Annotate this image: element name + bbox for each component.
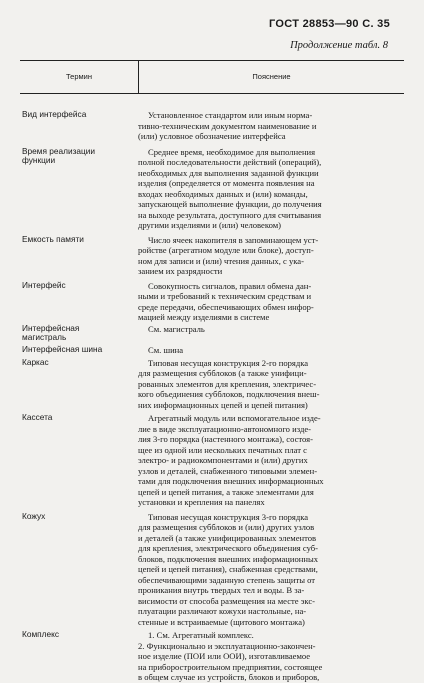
- column-header-explanation: Пояснение: [252, 71, 291, 81]
- table-row: [20, 358, 404, 411]
- explanation-line: для крепления, электрического объединения суб-: [138, 543, 319, 554]
- table-row: [20, 281, 404, 323]
- explanation-cell: [126, 235, 404, 277]
- explanation-line: кого объединения субблоков, подключения внеш-: [138, 389, 320, 400]
- explanation-line: для размещения субблоков и (или) других узлов: [138, 522, 315, 533]
- term-cell: Каркас: [22, 356, 49, 367]
- explanation-line: блоков, подключения внешних информационных: [138, 553, 319, 564]
- explanation-line: них информационных цепей и цепей питания): [138, 399, 308, 410]
- explanation-line: обеспечивающими заданную степень защиты от: [138, 574, 316, 585]
- explanation-line: Типовая несущая конструкция 3-го порядка: [148, 511, 309, 522]
- term-cell: Время реализации функции: [22, 145, 96, 166]
- explanation-line: полной последовательности действий (операций),: [138, 157, 322, 167]
- explanation-line: для размещения субблоков (а также унифици-: [138, 368, 307, 379]
- explanation-line: Число ячеек накопителя в запоминающем уст-: [148, 234, 319, 245]
- explanation-line: цепей и цепей питания), снабженная средствами,: [138, 564, 318, 575]
- column-header-term: Термин: [20, 61, 139, 93]
- explanation-cell: [126, 345, 404, 356]
- explanation-line: Типовая несущая конструкция 2-го порядка: [148, 357, 309, 368]
- term-cell: Кожух: [22, 510, 46, 521]
- table-header: [20, 60, 404, 94]
- explanation-line: проникания внутрь твердых тел и воды. В за-: [138, 585, 305, 596]
- explanation-line: установки и крепления на панелях: [138, 497, 265, 508]
- term-cell: Вид интерфейса: [22, 109, 87, 119]
- explanation-line: другими изделиями и (или) человеком): [138, 220, 282, 230]
- term-cell: Интерфейс: [22, 279, 66, 290]
- table-row: [20, 630, 404, 683]
- explanation-line: 2. Функционально и эксплуатационно-закончен-: [138, 640, 316, 651]
- page-header-code: ГОСТ 28853—90 С. 35: [269, 18, 390, 30]
- explanation-line: лие в виде эксплуатационно-автономного изде-: [138, 423, 312, 434]
- explanation-line: Совокупность сигналов, правил обмена дан-: [148, 280, 312, 291]
- explanation-cell: [126, 358, 404, 411]
- explanation-line: плуатации различают кожухи настольные, на-: [138, 606, 307, 617]
- explanation-line: на приборостроительном предприятии, состоящее: [138, 661, 323, 672]
- table-continuation-label: Продолжение табл. 8: [290, 40, 388, 51]
- explanation-line: ройстве (агрегатном модуле или блоке), доступ-: [138, 245, 314, 255]
- explanation-line: на выходе результата, доступного для считывания: [138, 209, 322, 220]
- explanation-line: узлов и деталей, снабженного типовыми элемен-: [138, 465, 318, 476]
- table-row: [20, 413, 404, 508]
- explanation-cell: [126, 324, 404, 344]
- explanation-line: занием их разрядности: [138, 266, 223, 276]
- explanation-line: необходимых для выполнения заданной функции: [138, 167, 319, 178]
- explanation-line: Агрегатный модуль или вспомогательное изде-: [148, 413, 321, 424]
- explanation-line: входах необходимых данных и (или) команды,: [138, 188, 308, 199]
- explanation-line: среде передачи, обеспечивающих обмен инфор-: [138, 301, 314, 312]
- term-cell: Емкость памяти: [22, 233, 84, 244]
- explanation-line: цепей и цепей питания, а также элементами для: [138, 486, 314, 497]
- explanation-cell: [126, 630, 404, 683]
- terms-table: [20, 60, 404, 683]
- term-cell: Интерфейсная магистраль: [22, 322, 80, 343]
- explanation-line: Среднее время, необходимое для выполнения: [148, 146, 316, 157]
- explanation-cell: [126, 512, 404, 628]
- table-row: [20, 147, 404, 231]
- table-row: [20, 324, 404, 344]
- explanation-line: и деталей (а также унифицированных элементов: [138, 532, 317, 543]
- table-body: [20, 110, 404, 683]
- table-row: [20, 110, 404, 142]
- term-cell: Комплекс: [22, 629, 59, 640]
- table-row: [20, 345, 404, 356]
- explanation-line: висимости от способа размещения на месте экс-: [138, 595, 316, 606]
- explanation-line: мацией между изделиями в системе: [138, 312, 270, 322]
- explanation-line: ное изделие (ПОИ или ООИ), изготавливаемое: [138, 651, 311, 662]
- explanation-line: запускающей выполнение функции, до получения: [138, 199, 322, 209]
- explanation-line: электро- и радиокомпонентами и (или) других: [138, 455, 308, 466]
- explanation-line: в общем случае из устройств, блоков и приборов,: [138, 672, 320, 683]
- explanation-line: стенные и встраиваемые (щитового монтажа): [138, 616, 305, 627]
- explanation-line: лия 3-го порядка (настенного монтажа), состоя-: [138, 434, 313, 445]
- table-row: [20, 512, 404, 628]
- explanation-cell: [126, 281, 404, 323]
- explanation-cell: [126, 147, 404, 231]
- explanation-line: См. магистраль: [148, 323, 205, 334]
- explanation-line: тивно-техническим документом наименование и: [138, 120, 317, 131]
- explanation-line: Установленное стандартом или иным норма-: [148, 110, 313, 120]
- explanation-line: ными и требований к техническим средствам и: [138, 291, 312, 301]
- explanation-line: рованных элементов для крепления, электричес-: [138, 378, 317, 389]
- explanation-cell: [126, 413, 404, 508]
- term-cell: Интерфейсная шина: [22, 344, 103, 355]
- table-row: [20, 235, 404, 277]
- explanation-line: (или) условное обозначение интерфейса: [138, 131, 286, 141]
- explanation-cell: [126, 110, 404, 142]
- explanation-line: щее из одной или нескольких печатных плат с: [138, 444, 307, 455]
- explanation-line: тами для подключения внешних информационных: [138, 476, 324, 487]
- explanation-line: См. шина: [148, 345, 184, 356]
- explanation-line: 1. См. Агрегатный комплекс.: [148, 630, 254, 641]
- explanation-line: ном для записи и (или) чтения данных, с ука-: [138, 255, 304, 266]
- term-cell: Кассета: [22, 412, 53, 423]
- explanation-line: изделия (определяется от момента появления на: [138, 178, 315, 188]
